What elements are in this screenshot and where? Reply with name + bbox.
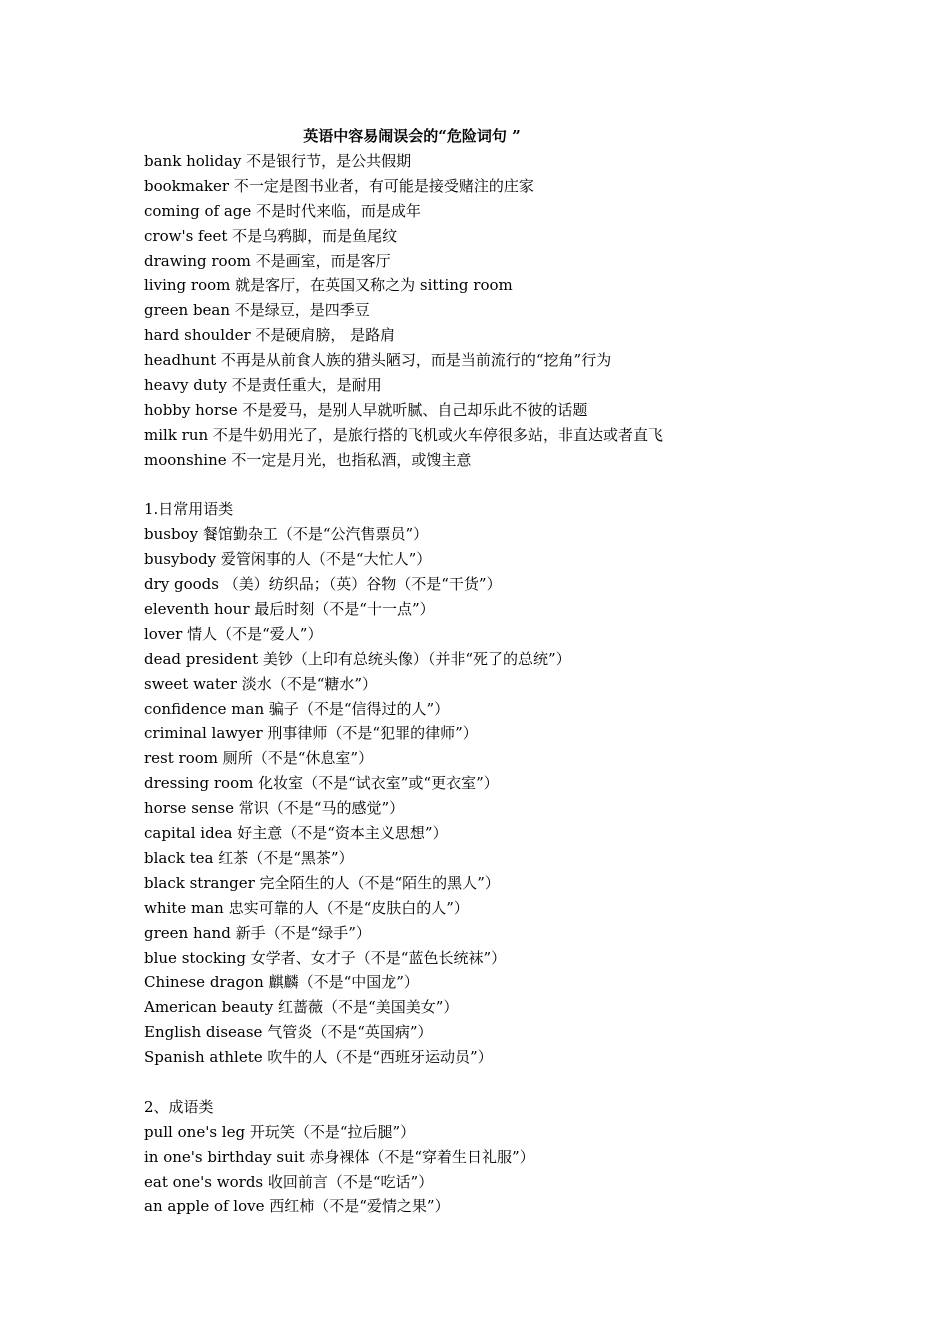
vocab-line: dressing room 化妆室（不是“试衣室”或“更衣室”） (144, 774, 499, 793)
section-heading: 2、成语类 (144, 1097, 214, 1116)
section-heading: 1.日常用语类 (144, 500, 234, 519)
vocab-line: eleventh hour 最后时刻（不是“十一点”） (144, 600, 435, 619)
vocab-line: busboy 餐馆勤杂工（不是“公汽售票员”） (144, 525, 429, 544)
document-title: 英语中容易闹误会的“危险词句 ” (303, 127, 521, 145)
intro-line: milk run 不是牛奶用光了，是旅行搭的飞机或火车停很多站，非直达或者直飞 (144, 425, 663, 444)
vocab-line: black stranger 完全陌生的人（不是“陌生的黑人”） (144, 873, 500, 892)
vocab-line: blue stocking 女学者、女才子（不是“蓝色长统袜”） (144, 948, 507, 967)
vocab-line: black tea 红茶（不是“黑茶”） (144, 848, 354, 867)
intro-line: bookmaker 不一定是图书业者，有可能是接受赌注的庄家 (144, 176, 534, 195)
vocab-line: Spanish athlete 吹牛的人（不是“西班牙运动员”） (144, 1048, 493, 1067)
section-daily-phrases (144, 497, 844, 1069)
vocab-line: criminal lawyer 刑事律师（不是“犯罪的律师”） (144, 724, 478, 743)
vocab-line: capital idea 好主意（不是“资本主义思想”） (144, 824, 448, 843)
intro-line: moonshine 不一定是月光，也指私酒，或馊主意 (144, 450, 472, 469)
paragraph-spacer (144, 473, 844, 498)
paragraph-spacer (144, 1070, 844, 1095)
vocab-line: horse sense 常识（不是“马的感觉”） (144, 799, 405, 818)
intro-line: hobby horse 不是爱马，是别人早就听腻、自己却乐此不彼的话题 (144, 400, 588, 419)
intro-line: bank holiday 不是银行节，是公共假期 (144, 152, 412, 170)
vocab-line: dead president 美钞（上印有总统头像）（并非“死了的总统”） (144, 649, 571, 668)
intro-line: coming of age 不是时代来临，而是成年 (144, 201, 422, 220)
intro-line: living room 就是客厅，在英国又称之为 sitting room (144, 276, 513, 295)
vocab-line: white man 忠实可靠的人（不是“皮肤白的人”） (144, 898, 469, 917)
vocab-line: American beauty 红蔷薇（不是“美国美女”） (144, 998, 459, 1017)
document-body (144, 149, 844, 1219)
section-idioms (144, 1095, 844, 1219)
vocab-line: eat one's words 收回前言（不是“吃话”） (144, 1172, 434, 1191)
intro-line: crow's feet 不是乌鸦脚，而是鱼尾纹 (144, 226, 398, 245)
vocab-line: busybody 爱管闲事的人（不是“大忙人”） (144, 550, 432, 569)
intro-line: hard shoulder 不是硬肩膀， 是路肩 (144, 326, 396, 345)
intro-list (144, 149, 844, 473)
intro-line: headhunt 不再是从前食人族的猎头陋习，而是当前流行的“挖角”行为 (144, 351, 612, 370)
vocab-line: lover 情人（不是“爱人”） (144, 624, 323, 643)
vocab-line: an apple of love 西红柿（不是“爱情之果”） (144, 1197, 450, 1216)
vocab-line: sweet water 淡水（不是“糖水”） (144, 674, 378, 693)
intro-line: green bean 不是绿豆，是四季豆 (144, 301, 370, 320)
vocab-line: English disease 气管炎（不是“英国病”） (144, 1023, 433, 1042)
vocab-line: rest room 厕所（不是“休息室”） (144, 749, 374, 768)
vocab-line: Chinese dragon 麒麟（不是“中国龙”） (144, 973, 419, 992)
intro-line: drawing room 不是画室，而是客厅 (144, 251, 391, 270)
vocab-line: confidence man 骗子（不是“信得过的人”） (144, 699, 450, 718)
intro-line: heavy duty 不是责任重大，是耐用 (144, 376, 382, 395)
vocab-line: in one's birthday suit 赤身裸体（不是“穿着生日礼服”） (144, 1147, 535, 1166)
vocab-line: dry goods （美）纺织品；（英）谷物（不是“干货”） (144, 575, 502, 594)
vocab-line: green hand 新手（不是“绿手”） (144, 923, 371, 942)
vocab-line: pull one's leg 开玩笑（不是“拉后腿”） (144, 1122, 416, 1141)
